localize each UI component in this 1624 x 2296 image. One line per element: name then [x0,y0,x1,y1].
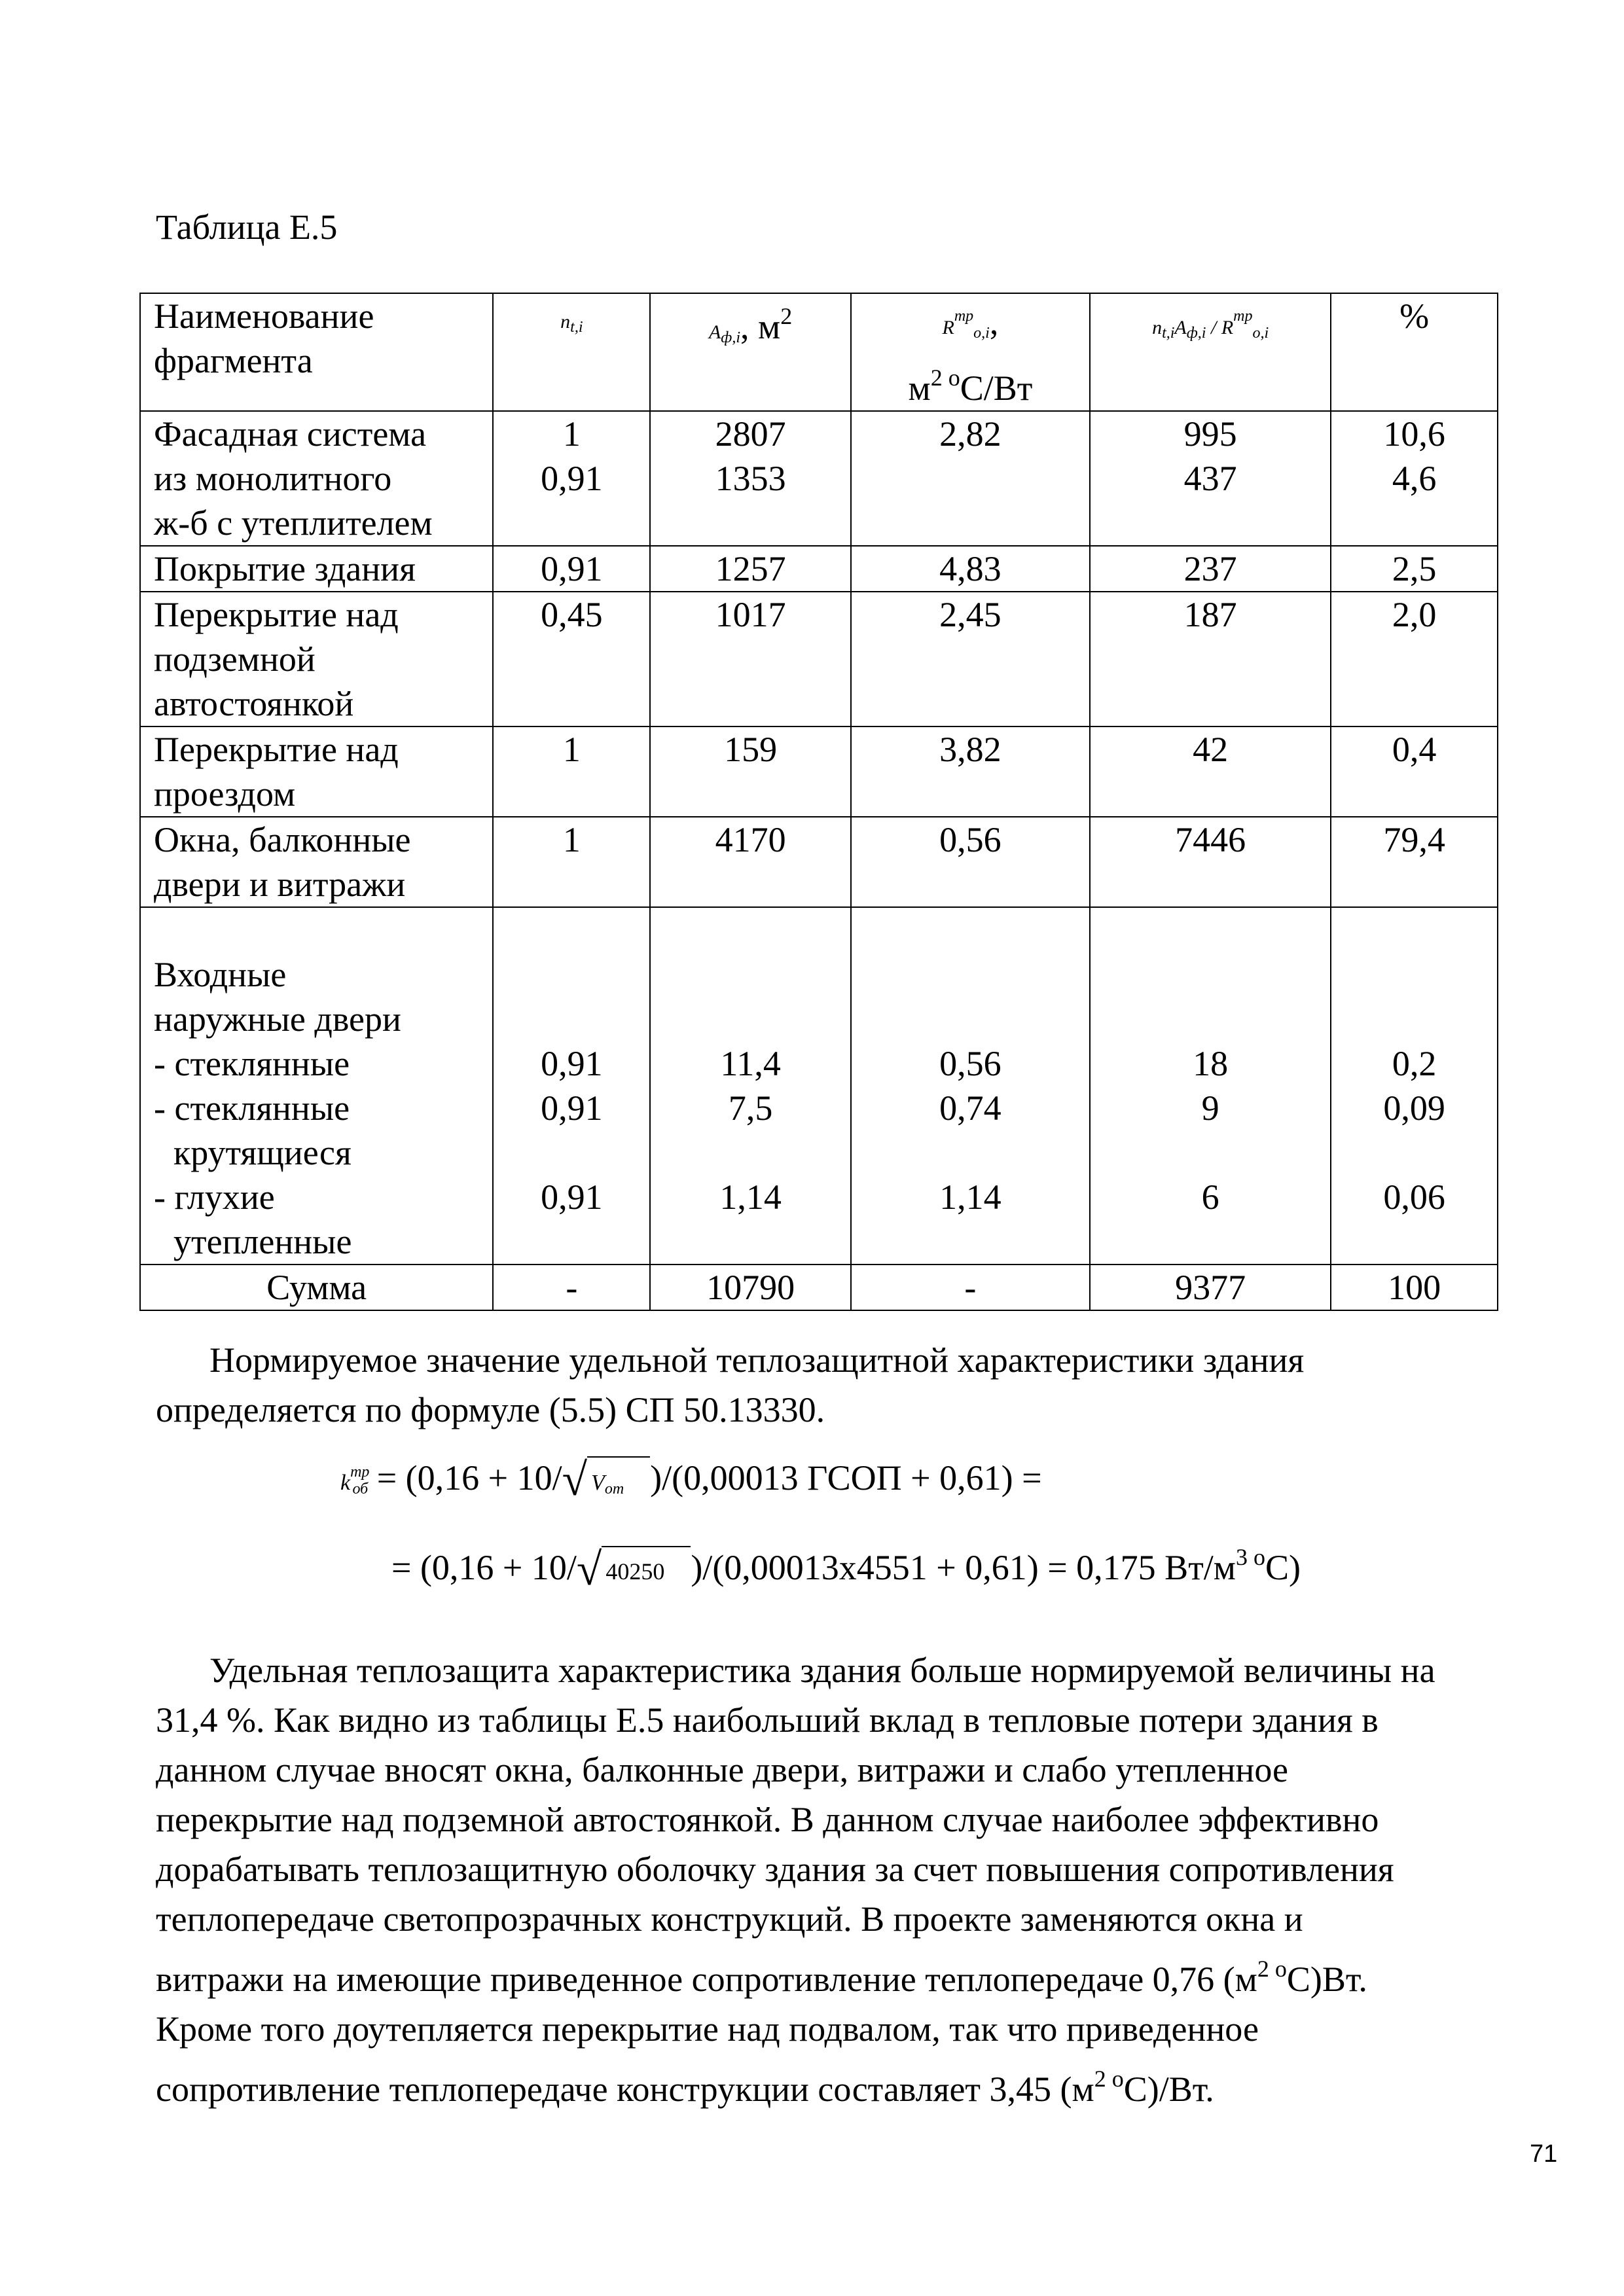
cell-value: 1,14 [939,1177,1001,1217]
formula-sqrt [602,1546,691,1588]
header-product [1090,293,1331,411]
row-percent [1331,907,1498,1265]
cell-value: 0,91 [541,1044,603,1083]
cell-value: 6 [1201,1177,1219,1217]
row-name-line: - глухие [154,1177,275,1217]
row-product: 237 [1090,546,1331,592]
header-name-line1: Наименование [154,296,374,336]
formula-k-sub: об [352,1480,369,1498]
total-product: 9377 [1090,1265,1331,1310]
row-name-line: из монолитного [154,459,392,498]
header-n-sub: t,i [570,319,583,336]
row-name-line: утепленные [173,1222,352,1261]
header-prod-r-sub: o,i [1252,325,1269,342]
header-prod-a: A [1174,317,1187,338]
row-product: 7446 [1090,817,1331,907]
row-name-line: крутящиеся [173,1133,352,1172]
header-area-unit-sup: 2 [780,303,793,329]
cell-value: 0,74 [939,1088,1001,1128]
page-number: 71 [1530,2140,1558,2168]
row-name-line: Покрытие здания [154,549,416,588]
row-resistance [851,907,1090,1265]
formula-k-sup: тр [350,1463,370,1480]
cell-value: 1,14 [719,1177,782,1217]
row-percent: 0,4 [1331,726,1498,817]
cell-value: 0,91 [541,1088,603,1128]
header-percent: % [1331,293,1498,411]
formula-sqrt [587,1456,650,1498]
table-row [140,411,1498,546]
header-r-sub: o,i [973,325,990,342]
formula-part: = (0,16 + 10/ [391,1548,577,1587]
row-name [140,411,493,546]
cell-value: 2807 [715,414,786,454]
row-name-line: двери и витражи [154,865,406,904]
row-name-line: автостоянкой [154,684,354,723]
paragraph-line: дорабатывать теплозащитную оболочку здания за счет повышения сопротивления [156,1850,1394,1889]
header-resistance [851,293,1090,411]
paragraph-line: Удельная теплозащита характеристика здания больше нормируемой величины на [209,1651,1435,1690]
row-n: 1 [493,817,650,907]
paragraph-line: определяется по формуле (5.5) СП 50.13330. [156,1390,825,1429]
row-n: 1 [493,726,650,817]
row-percent: 79,4 [1331,817,1498,907]
paragraph-line: теплопередаче светопрозрачных конструкций. В проекте заменяются окна и [156,1899,1303,1939]
table-row [140,817,1498,907]
row-name [140,546,493,592]
row-n: 0,45 [493,592,650,726]
cell-value: 7,5 [728,1088,773,1128]
row-name-line: ж-б с утеплителем [154,503,433,543]
row-area [650,907,851,1265]
row-resistance: 4,83 [851,546,1090,592]
cell-value: 18 [1193,1044,1229,1083]
row-n [493,411,650,546]
header-prod-n: n [1152,317,1163,338]
row-product [1090,907,1331,1265]
header-r-unit: м [908,368,931,408]
header-area-sub: ф,i [721,329,741,346]
row-name [140,726,493,817]
row-resistance: 3,82 [851,726,1090,817]
sqrt-icon: √ [562,1455,588,1505]
paragraph-conclusion [156,1645,1550,2114]
header-r-comma: , [989,302,999,342]
text-sup: 2 о [1257,1956,1287,1982]
row-product: 187 [1090,592,1331,726]
formula-1 [340,1454,1042,1507]
formula-v-sub: от [604,1480,624,1498]
row-area: 1257 [650,546,851,592]
formula-value: 40250 [605,1558,665,1585]
row-name-line: наружные двери [154,999,401,1039]
text-run: сопротивление теплопередаче конструкции составляет 3,45 (м [156,2070,1094,2109]
formula-2 [391,1543,1301,1596]
row-resistance [851,411,1090,546]
row-name-line: проездом [154,774,296,814]
header-prod-slash: / [1206,317,1221,338]
row-name [140,817,493,907]
formula-sup: 3 о [1235,1544,1265,1570]
header-n-symbol: n [560,311,571,332]
paragraph-line: перекрытие над подземной автостоянкой. В данном случае наиболее эффективно [156,1800,1379,1839]
cell-value: 10,6 [1383,414,1445,454]
paragraph-line [156,1944,1550,2004]
header-name [140,293,493,411]
header-prod-r: R [1221,317,1234,338]
row-area: 4170 [650,817,851,907]
data-table [139,293,1498,1311]
row-area [650,411,851,546]
text-run: С)/Вт. [1123,2070,1214,2109]
formula-v: V [591,1471,605,1495]
table-caption: Таблица Е.5 [156,207,338,247]
paragraph-line [156,2054,1550,2114]
row-name-line: - стеклянные [154,1044,350,1083]
table-row [140,546,1498,592]
row-name-line: Перекрытие над [154,595,399,634]
header-n [493,293,650,411]
cell-value: 0,2 [1392,1044,1437,1083]
row-percent: 2,0 [1331,592,1498,726]
row-name-line: Окна, балконные [154,820,411,859]
row-percent: 2,5 [1331,546,1498,592]
table-header-row [140,293,1498,411]
cell-value: 1353 [715,459,786,498]
header-r-symbol: R [942,317,954,338]
header-area-symbol: A [708,321,721,343]
cell-value: 0,09 [1383,1088,1445,1128]
total-percent: 100 [1331,1265,1498,1310]
cell-value: 437 [1183,459,1237,498]
paragraph-line: Нормируемое значение удельной теплозащитной характеристики здания [209,1340,1305,1380]
table-row-doors [140,907,1498,1265]
header-prod-r-sup: тр [1233,308,1253,325]
total-label: Сумма [140,1265,493,1310]
table-row [140,726,1498,817]
row-resistance: 0,56 [851,817,1090,907]
formula-part: С) [1265,1548,1301,1587]
paragraph-line: Кроме того доутепляется перекрытие над подвалом, так что приведенное [156,2009,1259,2049]
formula-k: k [340,1471,351,1495]
formula-part: )/(0,00013х4551 + 0,61) = 0,175 Вт/м [691,1548,1236,1587]
cell-value: 0,91 [541,1177,603,1217]
row-area: 159 [650,726,851,817]
header-prod-n-sub: t,i [1162,325,1175,342]
total-n: - [493,1265,650,1310]
row-name-line: Фасадная система [154,414,427,454]
row-name [140,907,493,1265]
header-r-unit-rest: С/Вт [960,368,1033,408]
cell-value: 2,82 [939,414,1001,454]
table-total-row [140,1265,1498,1310]
cell-value: 0,91 [541,459,603,498]
header-prod-a-sub: ф,i [1186,325,1206,342]
row-name [140,592,493,726]
cell-value: 995 [1183,414,1237,454]
table-row [140,592,1498,726]
row-product: 42 [1090,726,1331,817]
row-name-line: подземной [154,639,316,679]
row-n [493,907,650,1265]
row-percent [1331,411,1498,546]
header-name-line2: фрагмента [154,341,313,380]
paragraph-line: 31,4 %. Как видно из таблицы Е.5 наибольший вклад в тепловые потери здания в [156,1700,1379,1740]
total-area: 10790 [650,1265,851,1310]
sqrt-icon: √ [576,1545,602,1595]
cell-value: 11,4 [720,1044,781,1083]
paragraph-norm [156,1335,1550,1435]
text-sup: 2 о [1094,2066,1124,2092]
header-r-unit-sup: 2 о [930,365,960,391]
cell-value: 0,56 [939,1044,1001,1083]
row-name-line: Перекрытие над [154,730,399,769]
text-run: С)Вт. [1286,1960,1367,1999]
text-run: витражи на имеющие приведенное сопротивление теплопередаче 0,76 (м [156,1960,1257,1999]
cell-value: 4,6 [1392,459,1437,498]
row-name-line: Входные [154,955,287,994]
header-area [650,293,851,411]
header-area-unit: , м [740,307,781,346]
header-r-sup: тр [954,308,974,325]
row-name-line: - стеклянные [154,1088,350,1128]
total-resistance: - [851,1265,1090,1310]
row-n: 0,91 [493,546,650,592]
row-area: 1017 [650,592,851,726]
formula-part: = (0,16 + 10/ [368,1458,562,1498]
cell-value: 9 [1201,1088,1219,1128]
cell-value: 1 [562,414,581,454]
row-resistance: 2,45 [851,592,1090,726]
row-product [1090,411,1331,546]
paragraph-line: данном случае вносят окна, балконные двери, витражи и слабо утепленное [156,1750,1288,1789]
formula-part: )/(0,00013 ГСОП + 0,61) = [650,1458,1042,1498]
cell-value: 0,06 [1383,1177,1445,1217]
